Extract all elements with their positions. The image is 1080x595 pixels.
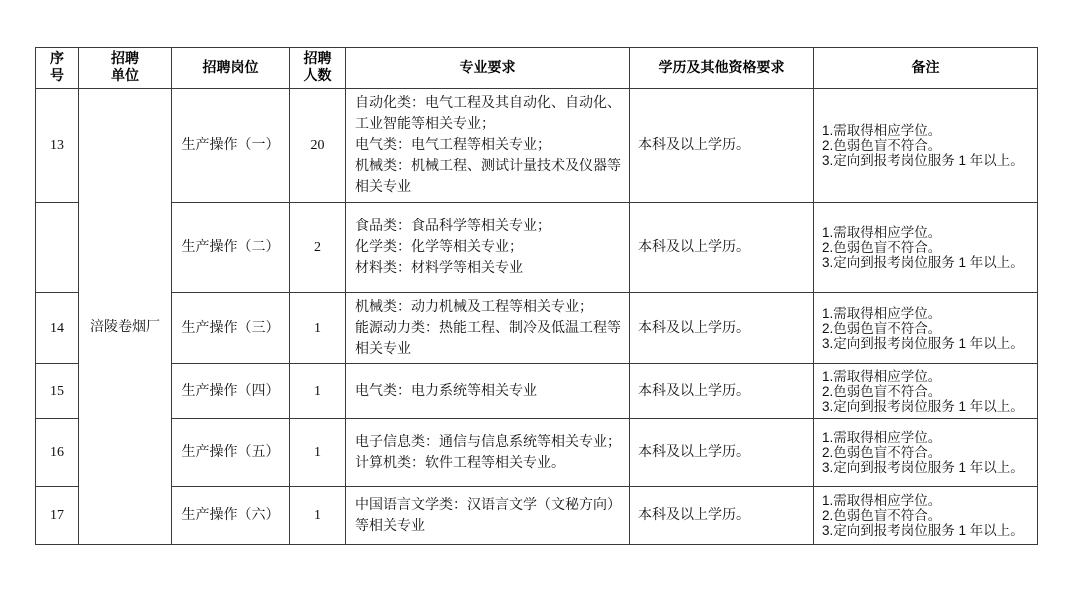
qualification-cell: 本科及以上学历。 [630,419,814,487]
remarks-cell [814,89,1038,203]
remark-line: 3.定向到报考岗位服务 1 年以上。 [822,335,1024,351]
major-cell [346,487,630,545]
remarks-cell [814,419,1038,487]
count-cell: 1 [290,364,346,419]
major-line: 计算机类：软件工程等相关专业。 [355,455,565,471]
major-line: 相关专业 [355,180,411,195]
header-seq-line: 号 [50,68,64,84]
qualification-cell: 本科及以上学历。 [630,487,814,545]
count-cell: 20 [290,89,346,203]
remark-line: 3.定向到报考岗位服务 1 年以上。 [822,523,1024,538]
remarks-cell [814,203,1038,293]
remark-line: 2.色弱色盲不符合。 [822,240,942,255]
major-line: 电气类：电气工程等相关专业； [355,138,551,153]
qualification-cell: 本科及以上学历。 [630,203,814,293]
table-row [36,89,1038,203]
major-cell [346,203,630,293]
count-cell: 1 [290,487,346,545]
remark-line: 2.色弱色盲不符合。 [822,138,942,153]
qualification-cell: 本科及以上学历。 [630,89,814,203]
major-line: 等相关专业 [355,518,425,534]
seq-cell: 13 [36,89,79,203]
header-position: 招聘岗位 [172,48,290,89]
major-line: 工业智能等相关专业； [355,117,495,132]
unit-cell [79,89,172,545]
major-line: 自动化类：电气工程及其自动化、自动化、 [355,96,621,111]
major-line: 机械类：机械工程、测试计量技术及仪器等 [355,159,621,174]
remark-line: 1.需取得相应学位。 [822,493,942,508]
header-qualification: 学历及其他资格要求 [630,48,814,89]
remark-line: 1.需取得相应学位。 [822,123,942,138]
recruitment-table [35,47,1038,545]
seq-cell: 16 [36,419,79,487]
count-cell: 1 [290,293,346,364]
remark-line: 1.需取得相应学位。 [822,305,942,321]
seq-cell: 14 [36,293,79,364]
table-row [36,203,1038,293]
major-line: 电子信息类：通信与信息系统等相关专业； [355,434,621,450]
remark-line: 1.需取得相应学位。 [822,430,942,445]
header-count-line: 人数 [303,68,332,84]
count-cell: 2 [290,203,346,293]
remark-line: 2.色弱色盲不符合。 [822,383,942,399]
header-seq-line: 序 [50,51,64,67]
remark-line: 1.需取得相应学位。 [822,368,942,384]
major-line: 中国语言文学类：汉语言文学（文秘方向） [355,497,621,513]
remarks-cell [814,293,1038,364]
header-seq [36,48,79,89]
remark-line: 3.定向到报考岗位服务 1 年以上。 [822,460,1024,475]
seq-cell: 15 [36,364,79,419]
qualification-cell: 本科及以上学历。 [630,364,814,419]
position-cell: 生产操作（一） [172,89,290,203]
table-row [36,487,1038,545]
major-line: 食品类：食品科学等相关专业； [355,219,551,234]
remark-line: 3.定向到报考岗位服务 1 年以上。 [822,153,1024,168]
header-count-line: 招聘 [303,51,332,67]
table-row [36,419,1038,487]
header-unit-line: 单位 [111,68,139,84]
header-unit [79,48,172,89]
major-line: 机械类：动力机械及工程等相关专业； [355,299,593,315]
table-row [36,364,1038,419]
header-remarks: 备注 [814,48,1038,89]
remarks-cell [814,364,1038,419]
position-cell: 生产操作（二） [172,203,290,293]
header-count [290,48,346,89]
major-line: 相关专业 [355,341,411,357]
major-cell [346,293,630,364]
header-row [36,48,1038,89]
position-cell: 生产操作（四） [172,364,290,419]
seq-cell [36,203,79,293]
position-cell: 生产操作（五） [172,419,290,487]
remark-line: 1.需取得相应学位。 [822,225,942,240]
remark-line: 2.色弱色盲不符合。 [822,508,942,523]
major-cell [346,419,630,487]
remark-line: 2.色弱色盲不符合。 [822,445,942,460]
remark-line: 3.定向到报考岗位服务 1 年以上。 [822,398,1024,414]
major-line: 电气类：电力系统等相关专业 [355,383,537,399]
major-line: 能源动力类：热能工程、制冷及低温工程等 [355,320,621,336]
major-cell [346,89,630,203]
header-unit-line: 招聘 [111,51,139,67]
count-cell: 1 [290,419,346,487]
header-major: 专业要求 [346,48,630,89]
qualification-cell: 本科及以上学历。 [630,293,814,364]
position-cell: 生产操作（六） [172,487,290,545]
position-cell: 生产操作（三） [172,293,290,364]
remarks-cell [814,487,1038,545]
unit-name: 涪陵卷烟厂 [90,320,160,335]
major-cell [346,364,630,419]
remark-line: 2.色弱色盲不符合。 [822,320,942,336]
table-row [36,293,1038,364]
major-line: 材料类：材料学等相关专业 [355,261,523,276]
major-line: 化学类：化学等相关专业； [355,240,523,255]
remark-line: 3.定向到报考岗位服务 1 年以上。 [822,255,1024,270]
seq-cell: 17 [36,487,79,545]
